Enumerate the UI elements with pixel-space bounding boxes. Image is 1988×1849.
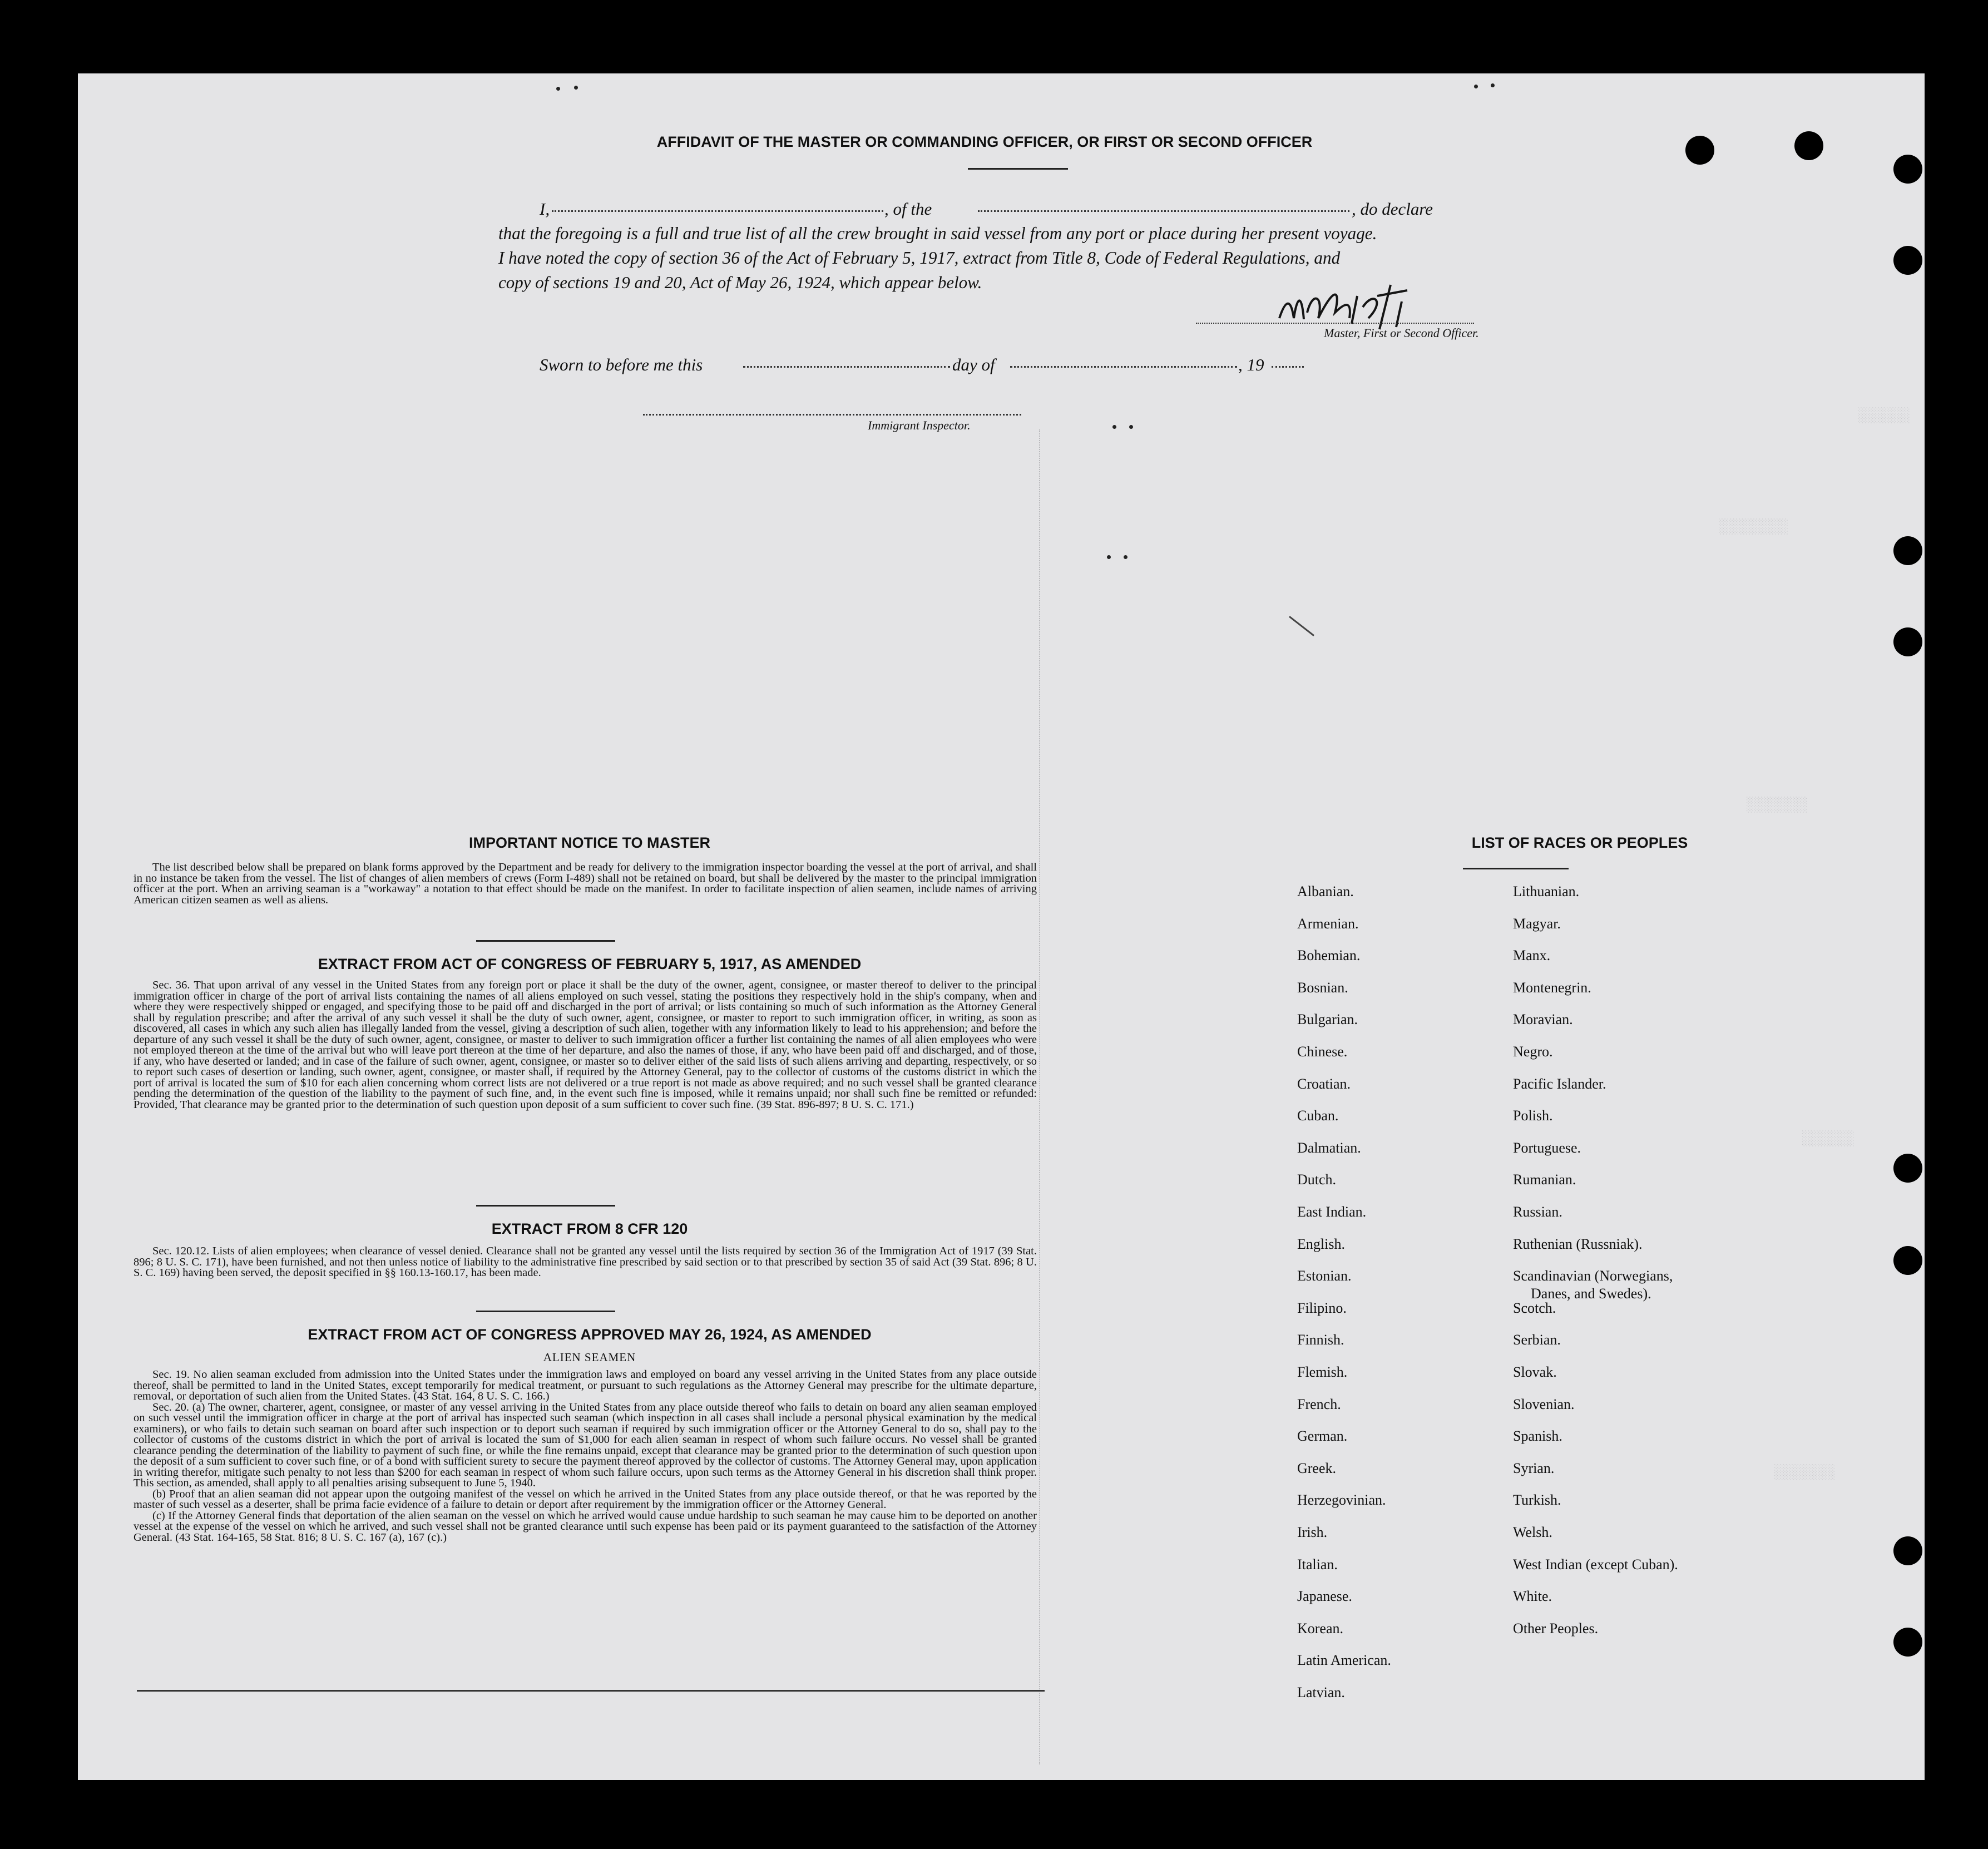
- race-item: Bulgarian.: [1297, 1011, 1358, 1028]
- inspector-caption: Immigrant Inspector.: [868, 418, 971, 432]
- punch-mark: [556, 87, 560, 91]
- do-declare-label: , do declare: [1352, 199, 1433, 219]
- sworn-month-line[interactable]: [1010, 366, 1237, 368]
- punch-mark: [1474, 85, 1478, 88]
- binder-hole: [1893, 1536, 1922, 1565]
- race-item: Estonian.: [1297, 1268, 1352, 1284]
- sworn-label: Sworn to before me this: [540, 355, 703, 374]
- affidavit-title: AFFIDAVIT OF THE MASTER OR COMMANDING OFFICER, OR FIRST OR SECOND OFFICER: [656, 134, 1313, 150]
- race-item: Pacific Islander.: [1513, 1075, 1606, 1092]
- race-item: Finnish.: [1297, 1332, 1344, 1348]
- declarant-label: I,: [540, 199, 550, 219]
- binder-hole: [1893, 1246, 1922, 1275]
- cfr-title: EXTRACT FROM 8 CFR 120: [491, 1220, 688, 1237]
- punch-mark: [1129, 425, 1133, 429]
- punch-mark: [1124, 555, 1127, 559]
- notice-paragraph: The list described below shall be prepared on blank forms approved by the Department and be ready for delivery to the immigration inspector boarding the vessel at the port of arrival, and shall in no instance be taken from the vessel. The list of changes of alien members of crews (Form I-489) shall not be retained on board, but shall be delivered by the master to the principal immigration officer at the port. When an arriving seaman is a "workaway" a notation to that effect should be made on the manifest. In order to facilitate inspection of alien seamen, include names of arriving American citizen seamen as well as aliens.: [133, 861, 1037, 906]
- race-item: Ruthenian (Russniak).: [1513, 1235, 1643, 1252]
- extract-1917-title: EXTRACT FROM ACT OF CONGRESS OF FEBRUARY 5, 1917, AS AMENDED: [318, 956, 862, 972]
- title-divider: [968, 168, 1068, 170]
- sec-120-12-paragraph: Sec. 120.12. Lists of alien employees; when clearance of vessel denied. Clearance shall not be granted any vessel until the lists required by section 36 of the Immigration Act of 1917 (39 Stat. 896; 8 U. S. C. 171), have been furnished, and not then unless notice of liability to the administrative fine prescribed by said section or to that prescribed by section 35 of said Act (39 Stat. 896; 8 U. S. C. 169) having been served, the deposit specified in §§ 160.13-160.17, has been made.: [133, 1245, 1037, 1279]
- binder-hole: [1893, 1154, 1922, 1183]
- race-item: Latvian.: [1297, 1684, 1345, 1700]
- notice-title: IMPORTANT NOTICE TO MASTER: [469, 834, 710, 851]
- binder-hole: [1794, 131, 1823, 160]
- stray-mark: [1289, 616, 1314, 636]
- race-item: Dalmatian.: [1297, 1139, 1361, 1156]
- race-item: Rumanian.: [1513, 1171, 1576, 1188]
- race-item: Armenian.: [1297, 915, 1359, 932]
- race-item: Slovenian.: [1513, 1396, 1575, 1412]
- race-item: Spanish.: [1513, 1428, 1562, 1445]
- race-item: Manx.: [1513, 947, 1551, 964]
- sec-36-paragraph: Sec. 36. That upon arrival of any vessel in the United States from any foreign port or place it shall be the duty of the owner, agent, consignee, or master thereof to deliver to the principal immigration officer in charge of the port of arrival lists containing the names of all aliens employed on such vessel, stating the positions they respectively hold in the ship's company, when and where they were respectively shipped or engaged, and specifying those to be paid off and discharged in the port of arrival; or lists containing so much of such information as the Attorney General shall by regulation prescribe; and after the arrival of any such vessel it shall be the duty of such owner, agent, consignee, or master to report to such immigration officer, in writing, as soon as discovered, all cases in which any such alien has illegally landed from the vessel, giving a description of such alien, together with any information likely to lead to his apprehension; and before the departure of any such vessel it shall be the duty of such owner, agent, consignee, or master to deliver to such immigration officer a further list containing the names of all alien employees who were not employed thereon at the time of the arrival but who will leave port thereon at the time of her departure, and also the names of those, if any, who have been paid off and discharged, and of those, if any, who have deserted or landed; and in case of the failure of such owner, agent, consignee, or master so to deliver either of the said lists of such aliens arriving and departing, respectively, or so to report such cases of desertion or landing, such owner, agent, consignee, or master shall, if required by the Attorney General, pay to the collector of customs of the customs district in which the port of arrival is located the sum of $10 for each alien concerning whom correct lists are not delivered or a true report is not made as above required; and no such vessel shall be granted clearance pending the determination of the question of the liability to the payment of such fine, and, in the event such fine is imposed, while it remains unpaid; nor shall such fine be remitted or refunded: Provided, That clearance may be granted prior to the determination of such question upon deposit of a sum sufficient to cover such fine. (39 Stat. 896-897; 8 U. S. C. 171.): [133, 979, 1037, 1111]
- race-item: Welsh.: [1513, 1524, 1552, 1540]
- declaration-line-2: that the foregoing is a full and true list of all the crew brought in said vessel from any port or place during her present voyage.: [498, 224, 1377, 243]
- race-item: Scandinavian (Norwegians,: [1513, 1268, 1673, 1284]
- sworn-day-line[interactable]: [743, 366, 950, 368]
- extract-1924-title: EXTRACT FROM ACT OF CONGRESS APPROVED MAY 26, 1924, AS AMENDED: [308, 1326, 872, 1343]
- race-item: French.: [1297, 1396, 1341, 1412]
- binder-hole: [1893, 155, 1922, 184]
- section-divider: [476, 940, 615, 942]
- extract-1917-text: [133, 980, 1037, 1110]
- notice-text: [133, 862, 1037, 906]
- race-item: Latin American.: [1297, 1652, 1391, 1669]
- binder-hole: [1893, 246, 1922, 275]
- race-item: Croatian.: [1297, 1075, 1351, 1092]
- race-item: Filipino.: [1297, 1299, 1347, 1316]
- race-item: Chinese.: [1297, 1044, 1348, 1060]
- race-item: Slovak.: [1513, 1364, 1557, 1380]
- race-item: Polish.: [1513, 1108, 1553, 1124]
- punch-mark: [574, 86, 578, 90]
- binder-hole: [1893, 627, 1922, 656]
- race-item: German.: [1297, 1428, 1348, 1445]
- race-item: Korean.: [1297, 1620, 1344, 1637]
- extract-1924-text: [133, 1370, 1037, 1543]
- race-item: Turkish.: [1513, 1492, 1561, 1509]
- race-item: Moravian.: [1513, 1011, 1573, 1028]
- signature-caption: Master, First or Second Officer.: [1324, 326, 1479, 340]
- sworn-year-line[interactable]: [1272, 366, 1304, 368]
- sec-20c-paragraph: (c) If the Attorney General finds that deportation of the alien seaman on the vessel on which he arrived would cause undue hardship to such seaman he may cause him to be deported on another vessel at the expense of the vessel on which he arrived, and such vessel shall not be granted clearance until such expense has been paid or its payment guaranteed to the satisfaction of the Attorney General. (43 Stat. 164-165, 58 Stat. 816; 8 U. S. C. 167 (a), 167 (c).): [133, 1509, 1037, 1544]
- race-item: Japanese.: [1297, 1588, 1352, 1605]
- binder-hole: [1893, 1628, 1922, 1657]
- race-item: Bohemian.: [1297, 947, 1361, 964]
- race-item: Syrian.: [1513, 1460, 1555, 1476]
- race-item: Montenegrin.: [1513, 979, 1591, 996]
- race-item: Negro.: [1513, 1044, 1553, 1060]
- race-item: Dutch.: [1297, 1171, 1337, 1188]
- sec-20a-paragraph: Sec. 20. (a) The owner, charterer, agent, consignee, or master of any vessel arriving in the United States from any place outside thereof who fails to detain on board any alien seaman employed on such vessel until the immigration officer in charge at the port of arrival has inspected such seaman (which inspection in all cases shall include a personal physical examination by the medical examiners), or who fails to detain such seaman on board after such inspection or to deport such seaman if required by such immigration officer or the Attorney General to do so, shall pay to the collector of customs of the customs district in which the port of arrival is located the sum of $1,000 for each alien seaman in respect of whom such failure occurs. No vessel shall be granted clearance pending the determination of the liability to payment of such fine, or while the fine remains unpaid, except that clearance may be granted prior to the determination of such question upon the deposit of a sum sufficient to cover such fine, or of a bond with sufficient surety to secure the payment thereof approved by the collector of customs. The Attorney General may, upon application in writing therefor, mitigate such penalty to not less than $200 for each seaman in respect of whom such failure occurs, upon such terms as the Attorney General in his discretion shall think proper. This section, as amended, shall apply to all penalties arising subsequent to June 5, 1940.: [133, 1401, 1037, 1489]
- race-item: Danes, and Swedes).: [1531, 1286, 1651, 1302]
- declarant-name-line[interactable]: [552, 210, 883, 212]
- race-item: Greek.: [1297, 1460, 1337, 1476]
- race-item: Serbian.: [1513, 1332, 1561, 1348]
- of-the-label: , of the: [884, 199, 932, 219]
- section-divider: [476, 1311, 615, 1312]
- sec-20b-paragraph: (b) Proof that an alien seaman did not appear upon the outgoing manifest of the vessel on which he arrived in the United States from any place outside thereof, or that he was reported by the master of such vessel as a deserter, shall be prima facie evidence of a failure to detain or deport after requirement by the immigration officer or the Attorney General.: [133, 1487, 1037, 1511]
- race-item: English.: [1297, 1235, 1345, 1252]
- form-page: ░░░░░░ ░░░░░░░░ ░░░░░░░ ░░░░░░ ░░░░░░░ AFFIDAVIT OF THE MASTER OR COMMANDING OFFICER, OR FIRST OR SECOND OFFICER I, , of the , do declare that the foregoing is a full and true list of all the crew brought in said vessel from any port or place during her present voyage. I have noted the copy of section 36 of the Act of February 5, 1917, extract from Title 8, Code of Federal Regulations, and copy of sections 19 and 20, Act of May 26, 1924, which appear below. Master, First or Second Officer. Sworn to before me this day of , 19 Immigrant Inspector. IMPORTANT NOTICE TO MASTER The list described below shall be prepared on blank forms approved by the Department and be ready for delivery to the immigration inspector boarding the vessel at the port of arrival, and shall in no instance be taken from the vessel. The list of changes of alien members of crews (Form I-489) shall not be retained on board, but shall be delivered by the master to the principal immigration officer at the port. When an arriving seaman is a "workaway" a notation to that effect should be made on the manifest. In order to facilitate inspection of alien seamen, include names of arriving American citizen seamen as well as aliens. EXTRACT FROM ACT OF CONGRESS OF FEBRUARY 5, 1917, AS AMENDED Sec. 36. That upon arrival of any vessel in the United States from any foreign port or place it shall be the duty of the owner, agent, consignee, or master thereof to deliver to the principal immigration officer in charge of the port of arrival lists containing the names of all aliens employed on such vessel, stating the positions they respectively hold in the ship's company, when and where they were respectively shipped or engaged, and specifying those to be paid off and discharged in the port of arrival; or lists containing so much of such information as the Attorney General shall by regulation prescribe; and after the arrival of any such vessel it shall be the duty of such owner, agent, consignee, or master to report to such immigration officer, in writing, as soon as discovered, all cases in which any such alien has illegally landed from the vessel, giving a description of such alien, together with any information likely to lead to his apprehension; and before the departure of any such vessel it shall be the duty of such owner, agent, consignee, or master to deliver to such immigration officer a further list containing the names of all alien employees who were not employed thereon at the time of the arrival but who will leave port thereon at the time of her departure, and also the names of those, if any, who have been paid off and discharged, and of those, if any, who have deserted or landed; and in case of the failure of such owner, agent, consignee, or master so to deliver either of the said lists of such aliens arriving and departing, respectively, or so to report such cases of desertion or landing, such owner, agent, consignee, or master shall, if required by the Attorney General, pay to the collector of customs of the customs district in which the port of arrival is located the sum of $10 for each alien concerning whom correct lists are not delivered or a true report is not made as above required; and no such vessel shall be granted clearance pending the determination of the question of the liability to the payment of such fine, and, in the event such fine is imposed, while it remains unpaid; nor shall such fine be remitted or refunded: Provided, That clearance may be granted prior to the determination of such question upon deposit of a sum sufficient to cover such fine. (39 Stat. 896-897; 8 U. S. C. 171.) EXTRACT FROM 8 CFR 120 Sec. 120.12. Lists of alien employees; when clearance of vessel denied. Clearance shall not be granted any vessel until the lists required by section 36 of the Immigration Act of 1917 (39 Stat. 896; 8 U. S. C. 171), have been furnished, and not then unless notice of liability to the administrative fine prescribed by said section or to that prescribed by section 35 of said Act (39 Stat. 896; 8 U. S. C. 169) having been served, the deposit specified in §§ 160.13-160.17, has been made. EXTRACT FROM ACT OF CONGRESS APPROVED MAY 26, 1924, AS AMENDED ALIEN SEAMEN Sec. 19. No alien seaman excluded from admission into the United States under the immigration laws and employed on board any vessel arriving in the United States from any place outside thereof, shall be permitted to land in the United States, except temporarily for medical treatment, or pursuant to such regulations as the Attorney General may prescribe for the ultimate departure, removal, or deportation of such alien from the United States. (43 Stat. 164, 8 U. S. C. 166.) Sec. 20. (a) The owner, charterer, agent, consignee, or master of any vessel arriving in the United States from any place outside thereof who fails to detain on board any alien seaman employed on such vessel until the immigration officer in charge at the port of arrival has inspected such seaman (which inspection in all cases shall include a personal physical examination by the medical examiners), or who fails to detain such seaman on board after such inspection or to deport such seaman if required by such immigration officer or the Attorney General to do so, shall pay to the collector of customs of the customs district in which the port of arrival is located the sum of $1,000 for each alien seaman in respect of whom such failure occurs. No vessel shall be granted clearance pending the determination of the liability to payment of such fine, or while the fine remains unpaid, except that clearance may be granted prior to the determination of such question upon the deposit of a sum sufficient to cover such fine, or of a bond with sufficient surety to secure the payment thereof approved by the collector of customs. The Attorney General may, upon application in writing therefor, mitigate such penalty to not less than $200 for each seaman in respect of whom such failure occurs, upon such terms as the Attorney General in his discretion shall think proper. This section, as amended, shall apply to all penalties arising subsequent to June 5, 1940. (b) Proof that an alien seaman did not appear upon the outgoing manifest of the vessel on which he arrived in the United States from any place outside thereof, or that he was reported by the master of such vessel as a deserter, shall be prima facie evidence of a failure to detain or deport after requirement by the immigration officer or the Attorney General. (c) If the Attorney General finds that deportation of the alien seaman on the vessel on which he arrived would cause undue hardship to such seaman he may cause him to be deported on another vessel at the expense of the vessel on which he arrived, and such vessel shall not be granted clearance until such expense has been paid or its payment guaranteed to the satisfaction of the Attorney General. (43 Stat. 164-165, 58 Stat. 816; 8 U. S. C. 167 (a), 167 (c).) LIST OF RACES OR PEOPLES Albanian. Armenian. Bohemian. Bosnian. Bulgarian. Chinese. Croatian. Cuban. Dalmatian. Dutch. East Indian. English. Estonian. Filipino. Finnish. Flemish. French. German. Greek. Herzegovinian. Irish. Italian. Japanese. Korean. Latin American. Latvian. Lithuanian. Magyar. Manx. Montenegrin. Moravian. Negro. Pacific Islander. Polish. Portuguese. Rumanian. Russian. Ruthenian (Russniak). Scandinavian (Norwegians, Danes, and Swedes). Scotch. Serbian. Slovak. Slovenian. Spanish. Syrian. Turkish. Welsh. West Indian (except Cuban). White. Other Peoples.: [78, 73, 1925, 1780]
- bottom-rule: [137, 1690, 1045, 1692]
- binder-hole: [1893, 536, 1922, 565]
- alien-seamen-subtitle: ALIEN SEAMEN: [543, 1351, 636, 1364]
- race-item: Russian.: [1513, 1204, 1562, 1220]
- race-item: Flemish.: [1297, 1364, 1348, 1380]
- race-item: West Indian (except Cuban).: [1513, 1556, 1678, 1573]
- day-of-label: day of: [952, 355, 995, 374]
- signature-line[interactable]: [1196, 323, 1474, 324]
- race-item: Albanian.: [1297, 883, 1354, 899]
- punch-mark: [1491, 83, 1495, 87]
- fold-line: [1039, 429, 1040, 1764]
- race-item: Cuban.: [1297, 1108, 1339, 1124]
- race-item: Italian.: [1297, 1556, 1338, 1573]
- section-divider: [476, 1205, 615, 1207]
- inspector-signature-line[interactable]: [643, 414, 1021, 416]
- punch-mark: [1107, 555, 1111, 559]
- vessel-name-line[interactable]: [978, 210, 1349, 212]
- race-item: East Indian.: [1297, 1204, 1367, 1220]
- race-item: White.: [1513, 1588, 1552, 1605]
- races-title: LIST OF RACES OR PEOPLES: [1471, 834, 1688, 851]
- punch-mark: [1112, 425, 1116, 429]
- race-item: Scotch.: [1513, 1299, 1556, 1316]
- binder-hole: [1685, 136, 1714, 165]
- race-item: Bosnian.: [1297, 979, 1348, 996]
- race-item: Portuguese.: [1513, 1139, 1581, 1156]
- year-label: , 19: [1238, 355, 1264, 374]
- declaration-line-4: copy of sections 19 and 20, Act of May 26, 1924, which appear below.: [498, 273, 982, 292]
- race-item: Other Peoples.: [1513, 1620, 1599, 1637]
- sec-19-paragraph: Sec. 19. No alien seaman excluded from admission into the United States under the immigration laws and employed on board any vessel arriving in the United States from any place outside thereof, shall be permitted to land in the United States, except temporarily for medical treatment, or pursuant to such regulations as the Attorney General may prescribe for the ultimate departure, removal, or deportation of such alien from the United States. (43 Stat. 164, 8 U. S. C. 166.): [133, 1368, 1037, 1402]
- cfr-text: [133, 1246, 1037, 1279]
- race-item: Lithuanian.: [1513, 883, 1580, 899]
- race-item: Irish.: [1297, 1524, 1328, 1540]
- declaration-line-3: I have noted the copy of section 36 of the Act of February 5, 1917, extract from Title 8, Code of Federal Regulations, and: [498, 248, 1341, 268]
- races-title-divider: [1463, 868, 1569, 869]
- race-item: Herzegovinian.: [1297, 1492, 1386, 1509]
- race-item: Magyar.: [1513, 915, 1561, 932]
